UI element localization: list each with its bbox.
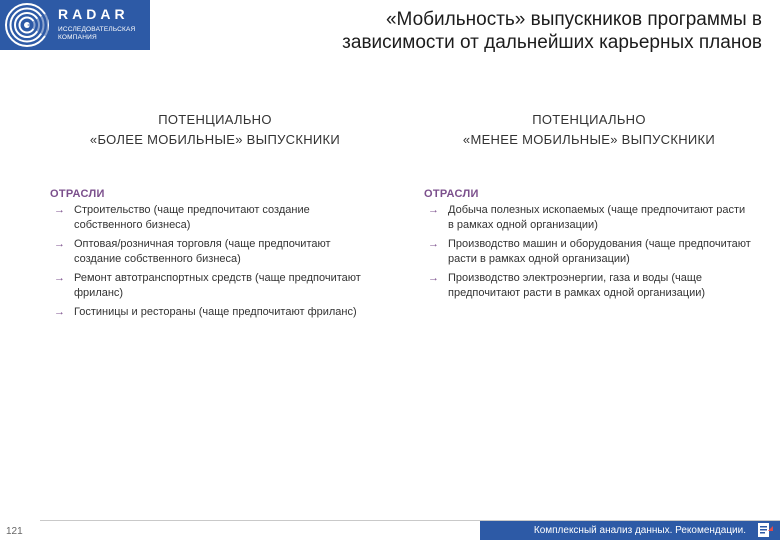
document-icon [756, 522, 774, 539]
list-item [50, 203, 380, 233]
more-mobile-industry-list [50, 203, 380, 320]
list-item-text: Строительство (чаще предпочитают создание собственного бизнеса) [74, 204, 310, 231]
arrow-right-icon: → [54, 272, 65, 284]
page-title-line1: «Мобильность» выпускников программы в [385, 9, 762, 30]
logo-name: RADAR [58, 6, 129, 22]
page-number: 121 [6, 526, 23, 537]
arrow-right-icon: → [54, 306, 65, 318]
less-mobile-column [424, 110, 754, 305]
logo-subtitle-line1: ИССЛЕДОВАТЕЛЬСКАЯ [58, 26, 136, 33]
logo-subtitle-line2: КОМПАНИЯ [58, 34, 97, 41]
list-item [50, 237, 380, 267]
list-item-text: Оптовая/розничная торговля (чаще предпочитают создание собственного бизнеса) [74, 238, 331, 265]
page-title [202, 8, 762, 54]
less-mobile-industry-list [424, 203, 754, 301]
arrow-right-icon: → [54, 204, 65, 216]
less-mobile-heading-line2: «МЕНЕЕ МОБИЛЬНЫЕ» ВЫПУСКНИКИ [462, 132, 716, 147]
list-item [50, 305, 380, 320]
arrow-right-icon: → [54, 238, 65, 250]
list-item [50, 271, 380, 301]
less-mobile-heading [424, 110, 754, 150]
arrow-right-icon: → [428, 238, 439, 250]
less-mobile-section-label: ОТРАСЛИ [424, 188, 479, 200]
page-title-line2: зависимости от дальнейших карьерных планов [342, 32, 762, 53]
more-mobile-column [50, 110, 380, 324]
logo-subtitle [58, 26, 135, 42]
less-mobile-heading-line1: ПОТЕНЦИАЛЬНО [532, 112, 646, 127]
list-item [424, 203, 754, 233]
more-mobile-heading-line2: «БОЛЕЕ МОБИЛЬНЫЕ» ВЫПУСКНИКИ [89, 132, 341, 147]
footer-bar [480, 521, 780, 540]
list-item [424, 271, 754, 301]
concentric-circles-logo-icon [4, 2, 50, 48]
list-item-text: Гостиницы и рестораны (чаще предпочитают фриланс) [74, 306, 357, 318]
company-logo [0, 0, 150, 50]
list-item-text: Ремонт автотранспортных средств (чаще предпочитают фриланс) [74, 272, 361, 299]
more-mobile-section-label: ОТРАСЛИ [50, 188, 105, 200]
list-item-text: Производство машин и оборудования (чаще предпочитают расти в рамках одной организации) [448, 238, 751, 265]
list-item-text: Производство электроэнергии, газа и воды (чаще предпочитают расти в рамках одной организации) [448, 272, 706, 299]
arrow-right-icon: → [428, 272, 439, 284]
more-mobile-heading [50, 110, 380, 150]
list-item [424, 237, 754, 267]
footer-tagline: Комплексный анализ данных. Рекомендации. [533, 525, 746, 536]
list-item-text: Добыча полезных ископаемых (чаще предпочитают расти в рамках одной организации) [448, 204, 746, 231]
more-mobile-heading-line1: ПОТЕНЦИАЛЬНО [158, 112, 272, 127]
arrow-right-icon: → [428, 204, 439, 216]
